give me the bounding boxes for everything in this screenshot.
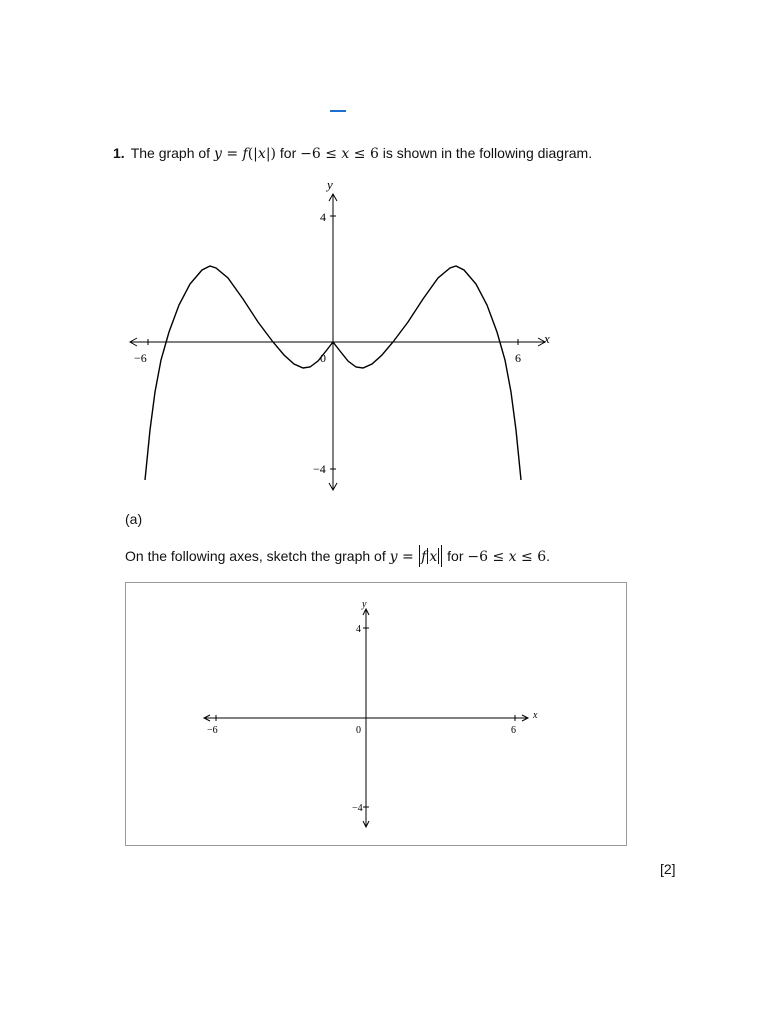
question-range-x: x — [341, 146, 350, 162]
part-a-abs-bar-inner-right — [438, 548, 439, 564]
question-func-y: y — [213, 146, 222, 162]
part-a-range-le1: ≤ — [488, 549, 509, 565]
part-a-func-y: y — [389, 549, 398, 565]
part-a-period: . — [546, 548, 551, 564]
main-tick-label-origin: 0 — [320, 351, 326, 365]
main-graph — [120, 172, 560, 502]
question-range-hi: 6 — [369, 146, 379, 162]
question-func-eq: = — [221, 146, 243, 162]
part-a-instruction — [125, 545, 550, 567]
question-text-after: is shown in the following diagram. — [378, 145, 593, 161]
blank-tick-label-x-neg6: −6 — [207, 725, 218, 736]
main-tick-label-y-pos4: 4 — [320, 210, 326, 224]
part-a-range-le2: ≤ — [516, 549, 538, 565]
question-range-le1: ≤ — [320, 146, 342, 162]
header-accent-dash — [330, 110, 346, 112]
answer-sketch-box[interactable] — [125, 582, 627, 846]
question-func-x: x — [257, 146, 266, 162]
question-func-f: f — [242, 146, 248, 162]
main-tick-label-x-pos6: 6 — [515, 351, 521, 365]
blank-graph[interactable] — [196, 595, 556, 831]
part-a-label: (a) — [125, 511, 143, 527]
marks-label: [2] — [660, 861, 676, 877]
question-stem — [113, 144, 592, 163]
blank-tick-label-y-neg4: −4 — [352, 803, 363, 814]
part-a-func-x: x — [429, 549, 438, 565]
question-number: 1. — [113, 145, 125, 161]
part-a-range-x: x — [508, 549, 517, 565]
blank-x-axis-label: x — [533, 710, 538, 721]
blank-y-axis-label: y — [362, 599, 367, 610]
question-text-for: for — [276, 145, 301, 161]
question-text-before: The graph of — [130, 145, 214, 161]
question-range-le2: ≤ — [349, 146, 370, 162]
blank-tick-label-origin: 0 — [356, 725, 361, 736]
question-range-lo: −6 — [300, 146, 321, 162]
main-y-axis-label: y — [327, 177, 333, 192]
main-x-axis-label: x — [544, 331, 550, 346]
part-a-func-eq: = — [397, 549, 419, 565]
part-a-instruction-before: On the following axes, sketch the graph of — [125, 548, 390, 564]
part-a-range-lo: −6 — [467, 549, 489, 565]
main-tick-label-x-neg6: −6 — [134, 351, 147, 365]
part-a-text-for: for — [443, 548, 468, 564]
question-func-open: (| — [247, 146, 258, 162]
question-func-close: |) — [265, 146, 276, 162]
part-a-range-hi: 6 — [537, 549, 547, 565]
main-tick-label-y-neg4: −4 — [313, 462, 326, 476]
blank-tick-label-y-pos4: 4 — [356, 624, 361, 635]
part-a-func-f: f — [421, 549, 427, 565]
blank-tick-label-x-pos6: 6 — [511, 725, 516, 736]
